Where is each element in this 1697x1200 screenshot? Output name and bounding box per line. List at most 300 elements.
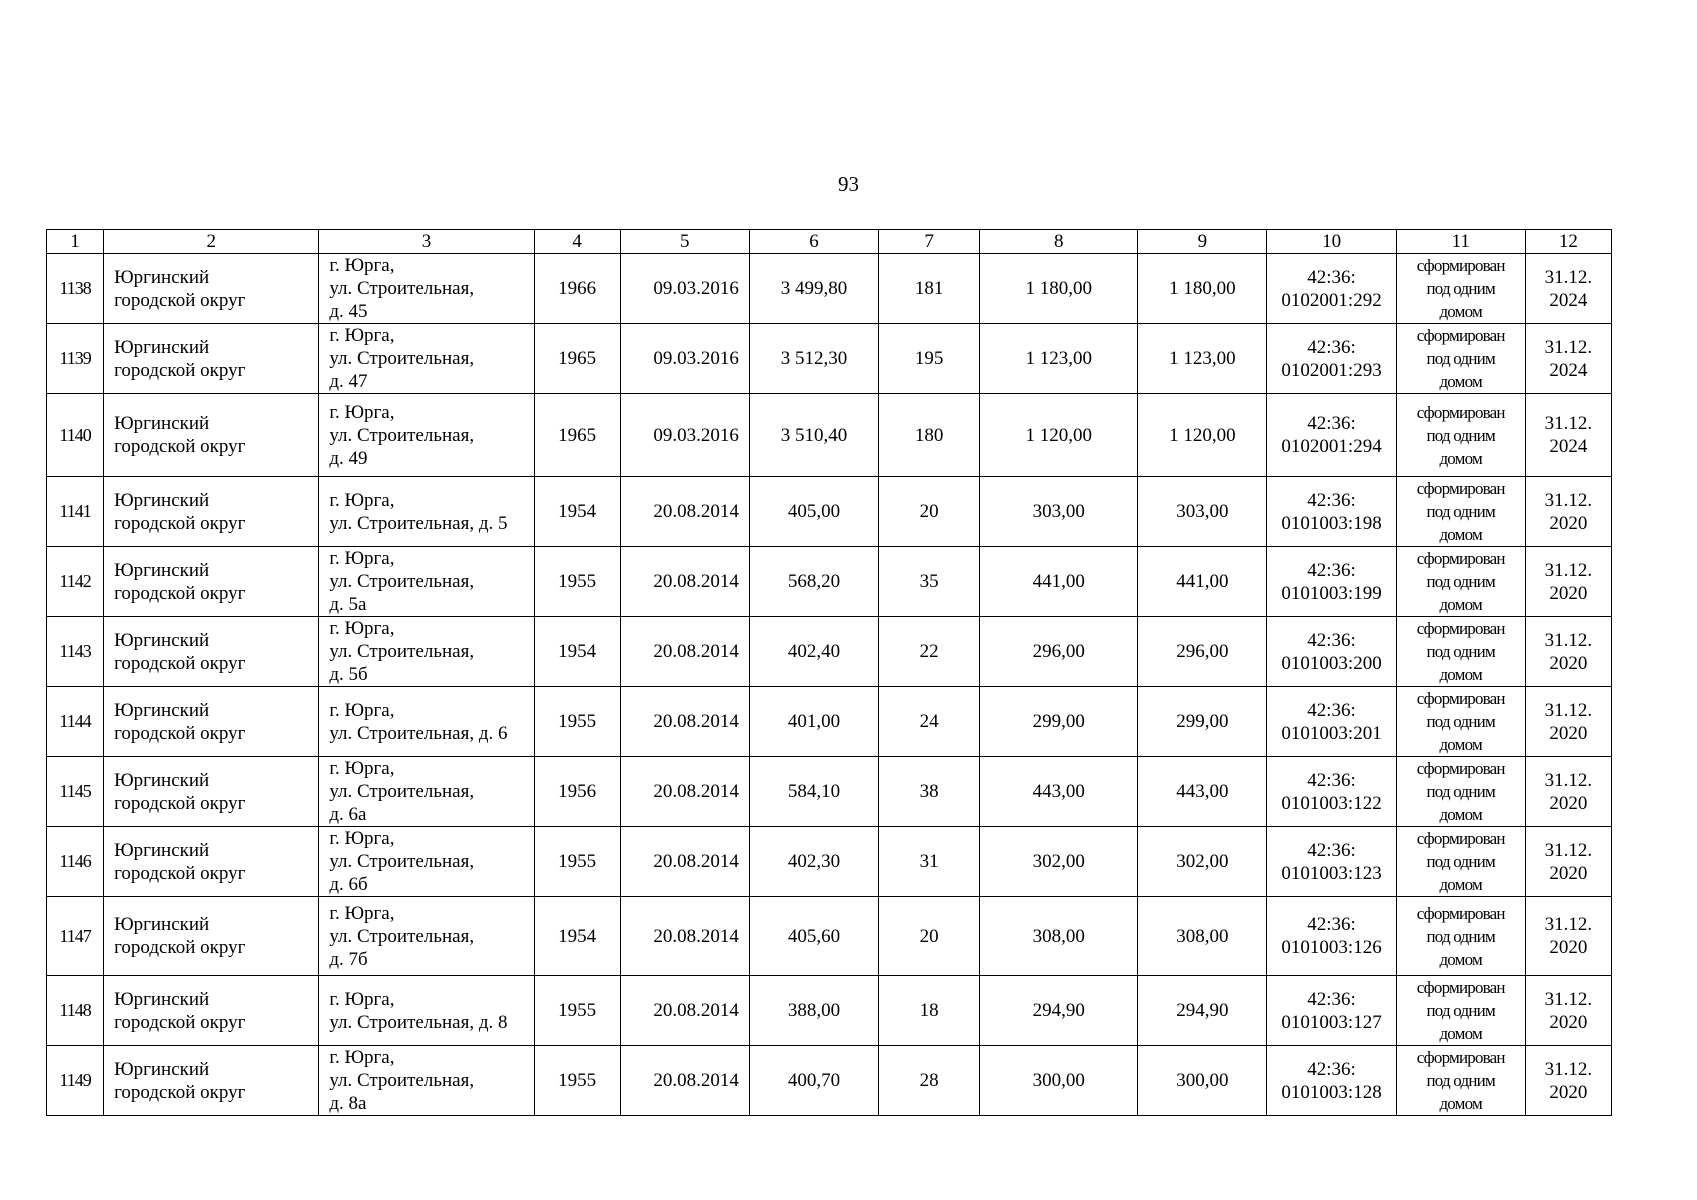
municipality-cell-line: Юргинский bbox=[114, 1058, 210, 1080]
land-area-2-cell: 1 123,00 bbox=[1138, 324, 1267, 394]
land-area-cell: 294,90 bbox=[980, 976, 1138, 1046]
cadastral-number-cell-line: 0102001:294 bbox=[1281, 436, 1382, 457]
address-cell-line: ул. Строительная, bbox=[329, 348, 475, 369]
address-cell bbox=[319, 477, 534, 547]
column-header: 2 bbox=[104, 230, 319, 254]
status-cell-line: домом bbox=[1439, 665, 1482, 684]
deadline-cell-line: 31.12. bbox=[1544, 489, 1593, 511]
deadline-cell-line: 2020 bbox=[1549, 1011, 1588, 1033]
deadline-cell bbox=[1525, 617, 1611, 687]
address-cell-line: д. 5б bbox=[329, 664, 368, 685]
status-cell-line: сформирован bbox=[1416, 759, 1505, 778]
table-row bbox=[47, 477, 1612, 547]
status-cell-line: домом bbox=[1439, 805, 1482, 824]
address-cell-line: ул. Строительная, bbox=[329, 925, 475, 947]
address-cell-line: д. 6а bbox=[329, 804, 367, 825]
land-area-2-cell: 302,00 bbox=[1138, 827, 1267, 897]
row-number-cell: 1143 bbox=[47, 617, 104, 687]
municipality-cell-line: городской округ bbox=[114, 436, 246, 457]
municipality-cell bbox=[104, 477, 319, 547]
municipality-cell-line: городской округ bbox=[114, 862, 246, 884]
year-cell: 1955 bbox=[534, 547, 620, 617]
row-number-cell: 1146 bbox=[47, 827, 104, 897]
address-cell bbox=[319, 394, 534, 477]
deadline-cell bbox=[1525, 827, 1611, 897]
residents-cell: 35 bbox=[879, 547, 980, 617]
year-cell: 1965 bbox=[534, 324, 620, 394]
status-cell-line: сформирован bbox=[1416, 549, 1505, 568]
area-cell: 401,00 bbox=[749, 687, 878, 757]
cadastral-number-cell bbox=[1267, 757, 1396, 827]
land-area-cell: 302,00 bbox=[980, 827, 1138, 897]
address-cell-line: г. Юрга, bbox=[329, 255, 395, 276]
address-cell bbox=[319, 827, 534, 897]
status-cell bbox=[1396, 687, 1525, 757]
address-cell bbox=[319, 254, 534, 324]
year-cell: 1956 bbox=[534, 757, 620, 827]
municipality-cell bbox=[104, 687, 319, 757]
municipality-cell bbox=[104, 757, 319, 827]
column-header: 5 bbox=[620, 230, 749, 254]
address-cell bbox=[319, 547, 534, 617]
municipality-cell-line: городской округ bbox=[114, 582, 246, 604]
cadastral-number-cell bbox=[1267, 976, 1396, 1046]
address-cell-line: ул. Строительная, bbox=[329, 641, 475, 662]
cadastral-number-cell-line: 42:36: bbox=[1307, 699, 1356, 721]
municipality-cell-line: Юргинский bbox=[114, 489, 210, 511]
status-cell-line: сформирован bbox=[1416, 978, 1505, 997]
cadastral-number-cell bbox=[1267, 254, 1396, 324]
address-cell-line: д. 8а bbox=[329, 1093, 367, 1114]
cadastral-number-cell-line: 0101003:199 bbox=[1281, 582, 1382, 604]
deadline-cell bbox=[1525, 254, 1611, 324]
area-cell: 3 512,30 bbox=[749, 324, 878, 394]
land-area-2-cell: 1 120,00 bbox=[1138, 394, 1267, 477]
deadline-cell-line: 31.12. bbox=[1544, 769, 1593, 791]
land-area-2-cell: 303,00 bbox=[1138, 477, 1267, 547]
address-cell bbox=[319, 897, 534, 976]
year-cell: 1965 bbox=[534, 394, 620, 477]
address-cell-line: г. Юрга, bbox=[329, 988, 395, 1010]
land-area-2-cell: 308,00 bbox=[1138, 897, 1267, 976]
table-body bbox=[47, 254, 1612, 1116]
cadastral-number-cell-line: 0101003:198 bbox=[1281, 512, 1382, 534]
table-header bbox=[47, 230, 1612, 254]
column-header: 9 bbox=[1138, 230, 1267, 254]
status-cell-line: сформирован bbox=[1416, 256, 1505, 275]
area-cell: 402,30 bbox=[749, 827, 878, 897]
cadastral-number-cell-line: 42:36: bbox=[1307, 839, 1356, 861]
municipality-cell-line: городской округ bbox=[114, 1011, 246, 1033]
address-cell-line: г. Юрга, bbox=[329, 548, 395, 569]
address-cell-line: д. 47 bbox=[329, 371, 368, 392]
municipality-cell bbox=[104, 617, 319, 687]
row-number-cell: 1144 bbox=[47, 687, 104, 757]
cadastral-number-cell-line: 0101003:200 bbox=[1281, 652, 1382, 674]
column-header: 8 bbox=[980, 230, 1138, 254]
year-cell: 1954 bbox=[534, 897, 620, 976]
row-number-cell: 1140 bbox=[47, 394, 104, 477]
table-row bbox=[47, 897, 1612, 976]
date-cell: 20.08.2014 bbox=[620, 547, 749, 617]
table-row bbox=[47, 547, 1612, 617]
land-area-2-cell: 441,00 bbox=[1138, 547, 1267, 617]
address-cell-line: ул. Строительная, bbox=[329, 781, 475, 802]
land-area-cell: 308,00 bbox=[980, 897, 1138, 976]
status-cell-line: домом bbox=[1439, 1094, 1482, 1113]
cadastral-number-cell-line: 0102001:292 bbox=[1281, 289, 1382, 311]
residents-cell: 38 bbox=[879, 757, 980, 827]
column-header: 4 bbox=[534, 230, 620, 254]
status-cell bbox=[1396, 254, 1525, 324]
municipality-cell-line: городской округ bbox=[114, 937, 246, 958]
deadline-cell-line: 2020 bbox=[1549, 792, 1588, 814]
municipality-cell-line: Юргинский bbox=[114, 413, 210, 434]
status-cell bbox=[1396, 477, 1525, 547]
area-cell: 3 510,40 bbox=[749, 394, 878, 477]
address-cell-line: д. 7б bbox=[329, 948, 368, 970]
status-cell-line: домом bbox=[1439, 372, 1482, 391]
table-row bbox=[47, 324, 1612, 394]
area-cell: 402,40 bbox=[749, 617, 878, 687]
municipality-cell bbox=[104, 394, 319, 477]
cadastral-number-cell-line: 42:36: bbox=[1307, 413, 1356, 434]
residents-cell: 31 bbox=[879, 827, 980, 897]
municipality-cell-line: Юргинский bbox=[114, 914, 210, 935]
year-cell: 1954 bbox=[534, 617, 620, 687]
table-row bbox=[47, 687, 1612, 757]
deadline-cell bbox=[1525, 1046, 1611, 1116]
status-cell-line: под одним bbox=[1426, 642, 1495, 661]
address-cell-line: г. Юрга, bbox=[329, 828, 395, 849]
column-header: 12 bbox=[1525, 230, 1611, 254]
address-cell-line: г. Юрга, bbox=[329, 618, 395, 639]
date-cell: 20.08.2014 bbox=[620, 757, 749, 827]
land-area-2-cell: 300,00 bbox=[1138, 1046, 1267, 1116]
row-number-cell: 1139 bbox=[47, 324, 104, 394]
table-row bbox=[47, 1046, 1612, 1116]
status-cell-line: под одним bbox=[1426, 1001, 1495, 1020]
column-header: 10 bbox=[1267, 230, 1396, 254]
address-cell-line: ул. Строительная, bbox=[329, 424, 475, 446]
municipality-cell-line: городской округ bbox=[114, 1081, 246, 1103]
municipality-cell bbox=[104, 254, 319, 324]
status-cell-line: сформирован bbox=[1416, 1048, 1505, 1067]
municipality-cell bbox=[104, 1046, 319, 1116]
land-area-cell: 1 123,00 bbox=[980, 324, 1138, 394]
cadastral-number-cell-line: 42:36: bbox=[1307, 489, 1356, 511]
land-area-cell: 296,00 bbox=[980, 617, 1138, 687]
municipality-cell bbox=[104, 324, 319, 394]
address-cell-line: ул. Строительная, bbox=[329, 278, 475, 299]
municipality-cell-line: Юргинский bbox=[114, 336, 210, 358]
column-header: 3 bbox=[319, 230, 534, 254]
address-cell-line: ул. Строительная, д. 5 bbox=[329, 512, 508, 534]
column-header: 11 bbox=[1396, 230, 1525, 254]
status-cell-line: сформирован bbox=[1416, 402, 1505, 422]
address-cell-line: д. 6б bbox=[329, 874, 368, 895]
header-row bbox=[47, 230, 1612, 254]
land-area-cell: 303,00 bbox=[980, 477, 1138, 547]
municipality-cell-line: городской округ bbox=[114, 289, 246, 311]
residents-cell: 18 bbox=[879, 976, 980, 1046]
land-area-cell: 1 120,00 bbox=[980, 394, 1138, 477]
status-cell-line: под одним bbox=[1426, 502, 1495, 521]
row-number-cell: 1147 bbox=[47, 897, 104, 976]
table-row bbox=[47, 827, 1612, 897]
area-cell: 584,10 bbox=[749, 757, 878, 827]
address-cell-line: г. Юрга, bbox=[329, 902, 395, 924]
address-cell-line: г. Юрга, bbox=[329, 1047, 395, 1068]
status-cell-line: под одним bbox=[1426, 852, 1495, 871]
deadline-cell bbox=[1525, 976, 1611, 1046]
deadline-cell bbox=[1525, 547, 1611, 617]
cadastral-number-cell-line: 0102001:293 bbox=[1281, 359, 1382, 381]
area-cell: 388,00 bbox=[749, 976, 878, 1046]
address-cell bbox=[319, 1046, 534, 1116]
row-number-cell: 1138 bbox=[47, 254, 104, 324]
deadline-cell-line: 2020 bbox=[1549, 722, 1588, 744]
status-cell-line: сформирован bbox=[1416, 829, 1505, 848]
deadline-cell-line: 31.12. bbox=[1544, 988, 1593, 1010]
cadastral-number-cell-line: 42:36: bbox=[1307, 769, 1356, 791]
residents-cell: 20 bbox=[879, 477, 980, 547]
date-cell: 20.08.2014 bbox=[620, 827, 749, 897]
address-cell bbox=[319, 687, 534, 757]
date-cell: 09.03.2016 bbox=[620, 254, 749, 324]
status-cell-line: домом bbox=[1439, 949, 1482, 969]
land-area-cell: 443,00 bbox=[980, 757, 1138, 827]
area-cell: 405,60 bbox=[749, 897, 878, 976]
date-cell: 20.08.2014 bbox=[620, 897, 749, 976]
address-cell-line: ул. Строительная, bbox=[329, 851, 475, 872]
status-cell-line: домом bbox=[1439, 302, 1482, 321]
deadline-cell-line: 31.12. bbox=[1544, 699, 1593, 721]
land-area-2-cell: 443,00 bbox=[1138, 757, 1267, 827]
cadastral-number-cell-line: 0101003:126 bbox=[1281, 937, 1382, 958]
deadline-cell-line: 2020 bbox=[1549, 582, 1588, 604]
status-cell bbox=[1396, 757, 1525, 827]
cadastral-number-cell bbox=[1267, 324, 1396, 394]
table-row bbox=[47, 617, 1612, 687]
year-cell: 1955 bbox=[534, 1046, 620, 1116]
address-cell-line: д. 45 bbox=[329, 301, 368, 322]
deadline-cell-line: 2024 bbox=[1549, 289, 1588, 311]
municipality-cell-line: Юргинский bbox=[114, 629, 210, 651]
land-area-2-cell: 294,90 bbox=[1138, 976, 1267, 1046]
municipality-cell bbox=[104, 547, 319, 617]
residents-cell: 22 bbox=[879, 617, 980, 687]
status-cell-line: под одним bbox=[1426, 572, 1495, 591]
status-cell-line: сформирован bbox=[1416, 689, 1505, 708]
deadline-cell-line: 2020 bbox=[1549, 862, 1588, 884]
address-cell-line: г. Юрга, bbox=[329, 758, 395, 779]
address-cell-line: д. 49 bbox=[329, 447, 368, 469]
cadastral-number-cell-line: 0101003:127 bbox=[1281, 1011, 1382, 1033]
status-cell bbox=[1396, 617, 1525, 687]
deadline-cell bbox=[1525, 394, 1611, 477]
deadline-cell-line: 31.12. bbox=[1544, 336, 1593, 358]
column-header: 6 bbox=[749, 230, 878, 254]
municipality-cell-line: Юргинский bbox=[114, 988, 210, 1010]
area-cell: 405,00 bbox=[749, 477, 878, 547]
cadastral-number-cell-line: 42:36: bbox=[1307, 988, 1356, 1010]
land-area-2-cell: 299,00 bbox=[1138, 687, 1267, 757]
status-cell bbox=[1396, 1046, 1525, 1116]
address-cell bbox=[319, 617, 534, 687]
deadline-cell-line: 2024 bbox=[1549, 436, 1588, 457]
address-cell-line: ул. Строительная, bbox=[329, 1070, 475, 1091]
municipality-cell bbox=[104, 897, 319, 976]
municipality-cell bbox=[104, 827, 319, 897]
area-cell: 568,20 bbox=[749, 547, 878, 617]
year-cell: 1966 bbox=[534, 254, 620, 324]
cadastral-number-cell-line: 42:36: bbox=[1307, 336, 1356, 358]
deadline-cell-line: 2020 bbox=[1549, 1081, 1588, 1103]
table-row bbox=[47, 976, 1612, 1046]
year-cell: 1955 bbox=[534, 827, 620, 897]
date-cell: 20.08.2014 bbox=[620, 976, 749, 1046]
cadastral-number-cell bbox=[1267, 687, 1396, 757]
municipality-cell-line: городской округ bbox=[114, 722, 246, 744]
row-number-cell: 1141 bbox=[47, 477, 104, 547]
land-area-cell: 1 180,00 bbox=[980, 254, 1138, 324]
residents-cell: 180 bbox=[879, 394, 980, 477]
status-cell-line: сформирован bbox=[1416, 619, 1505, 638]
address-cell-line: г. Юрга, bbox=[329, 401, 395, 423]
address-cell bbox=[319, 324, 534, 394]
table-row bbox=[47, 254, 1612, 324]
status-cell-line: под одним bbox=[1426, 279, 1495, 298]
status-cell bbox=[1396, 394, 1525, 477]
status-cell bbox=[1396, 324, 1525, 394]
status-cell bbox=[1396, 827, 1525, 897]
municipality-cell-line: городской округ bbox=[114, 359, 246, 381]
deadline-cell bbox=[1525, 757, 1611, 827]
cadastral-number-cell-line: 42:36: bbox=[1307, 266, 1356, 288]
table-row bbox=[47, 394, 1612, 477]
cadastral-number-cell-line: 0101003:122 bbox=[1281, 792, 1382, 814]
date-cell: 20.08.2014 bbox=[620, 477, 749, 547]
deadline-cell bbox=[1525, 477, 1611, 547]
column-header: 7 bbox=[879, 230, 980, 254]
date-cell: 20.08.2014 bbox=[620, 687, 749, 757]
cadastral-number-cell bbox=[1267, 1046, 1396, 1116]
deadline-cell-line: 31.12. bbox=[1544, 559, 1593, 581]
cadastral-number-cell bbox=[1267, 617, 1396, 687]
row-number-cell: 1142 bbox=[47, 547, 104, 617]
deadline-cell-line: 31.12. bbox=[1544, 839, 1593, 861]
municipality-cell-line: городской округ bbox=[114, 512, 246, 534]
page-number: 93 bbox=[838, 172, 859, 196]
status-cell-line: сформирован bbox=[1416, 326, 1505, 345]
deadline-cell-line: 31.12. bbox=[1544, 914, 1593, 935]
municipality-cell-line: Юргинский bbox=[114, 266, 210, 288]
table-row bbox=[47, 757, 1612, 827]
status-cell-line: под одним bbox=[1426, 425, 1495, 445]
status-cell-line: домом bbox=[1439, 875, 1482, 894]
land-area-cell: 300,00 bbox=[980, 1046, 1138, 1116]
address-cell bbox=[319, 757, 534, 827]
status-cell-line: сформирован bbox=[1416, 903, 1505, 923]
status-cell-line: под одним bbox=[1426, 926, 1495, 946]
year-cell: 1955 bbox=[534, 687, 620, 757]
cadastral-number-cell bbox=[1267, 897, 1396, 976]
address-cell bbox=[319, 976, 534, 1046]
cadastral-number-cell bbox=[1267, 394, 1396, 477]
address-cell-line: д. 5а bbox=[329, 594, 367, 615]
cadastral-number-cell bbox=[1267, 827, 1396, 897]
municipality-cell-line: Юргинский bbox=[114, 699, 210, 721]
municipality-cell-line: Юргинский bbox=[114, 769, 210, 791]
row-number-cell: 1145 bbox=[47, 757, 104, 827]
status-cell-line: домом bbox=[1439, 448, 1482, 468]
residents-cell: 20 bbox=[879, 897, 980, 976]
row-number-cell: 1149 bbox=[47, 1046, 104, 1116]
deadline-cell-line: 2020 bbox=[1549, 652, 1588, 674]
column-header: 1 bbox=[47, 230, 104, 254]
municipality-cell bbox=[104, 976, 319, 1046]
status-cell-line: домом bbox=[1439, 595, 1482, 614]
row-number-cell: 1148 bbox=[47, 976, 104, 1046]
deadline-cell-line: 2024 bbox=[1549, 359, 1588, 381]
municipality-cell-line: Юргинский bbox=[114, 839, 210, 861]
cadastral-number-cell-line: 0101003:201 bbox=[1281, 722, 1382, 744]
municipality-cell-line: городской округ bbox=[114, 792, 246, 814]
registry-table bbox=[46, 229, 1612, 1116]
municipality-cell-line: Юргинский bbox=[114, 559, 210, 581]
land-area-cell: 441,00 bbox=[980, 547, 1138, 617]
residents-cell: 24 bbox=[879, 687, 980, 757]
area-cell: 400,70 bbox=[749, 1046, 878, 1116]
status-cell bbox=[1396, 547, 1525, 617]
status-cell-line: домом bbox=[1439, 735, 1482, 754]
deadline-cell-line: 31.12. bbox=[1544, 629, 1593, 651]
date-cell: 20.08.2014 bbox=[620, 1046, 749, 1116]
cadastral-number-cell-line: 42:36: bbox=[1307, 629, 1356, 651]
address-cell-line: г. Юрга, bbox=[329, 489, 395, 511]
cadastral-number-cell bbox=[1267, 547, 1396, 617]
municipality-cell-line: городской округ bbox=[114, 652, 246, 674]
deadline-cell-line: 2020 bbox=[1549, 937, 1588, 958]
year-cell: 1954 bbox=[534, 477, 620, 547]
address-cell-line: г. Юрга, bbox=[329, 699, 395, 721]
status-cell-line: под одним bbox=[1426, 1071, 1495, 1090]
cadastral-number-cell bbox=[1267, 477, 1396, 547]
status-cell-line: под одним bbox=[1426, 349, 1495, 368]
cadastral-number-cell-line: 42:36: bbox=[1307, 914, 1356, 935]
deadline-cell bbox=[1525, 687, 1611, 757]
land-area-cell: 299,00 bbox=[980, 687, 1138, 757]
cadastral-number-cell-line: 42:36: bbox=[1307, 559, 1356, 581]
residents-cell: 195 bbox=[879, 324, 980, 394]
deadline-cell-line: 31.12. bbox=[1544, 266, 1593, 288]
cadastral-number-cell-line: 42:36: bbox=[1307, 1058, 1356, 1080]
deadline-cell-line: 2020 bbox=[1549, 512, 1588, 534]
address-cell-line: ул. Строительная, д. 6 bbox=[329, 722, 508, 744]
year-cell: 1955 bbox=[534, 976, 620, 1046]
deadline-cell bbox=[1525, 897, 1611, 976]
cadastral-number-cell-line: 0101003:128 bbox=[1281, 1081, 1382, 1103]
cadastral-number-cell-line: 0101003:123 bbox=[1281, 862, 1382, 884]
status-cell-line: домом bbox=[1439, 1024, 1482, 1043]
land-area-2-cell: 296,00 bbox=[1138, 617, 1267, 687]
area-cell: 3 499,80 bbox=[749, 254, 878, 324]
deadline-cell-line: 31.12. bbox=[1544, 413, 1593, 434]
date-cell: 09.03.2016 bbox=[620, 394, 749, 477]
status-cell bbox=[1396, 976, 1525, 1046]
date-cell: 09.03.2016 bbox=[620, 324, 749, 394]
